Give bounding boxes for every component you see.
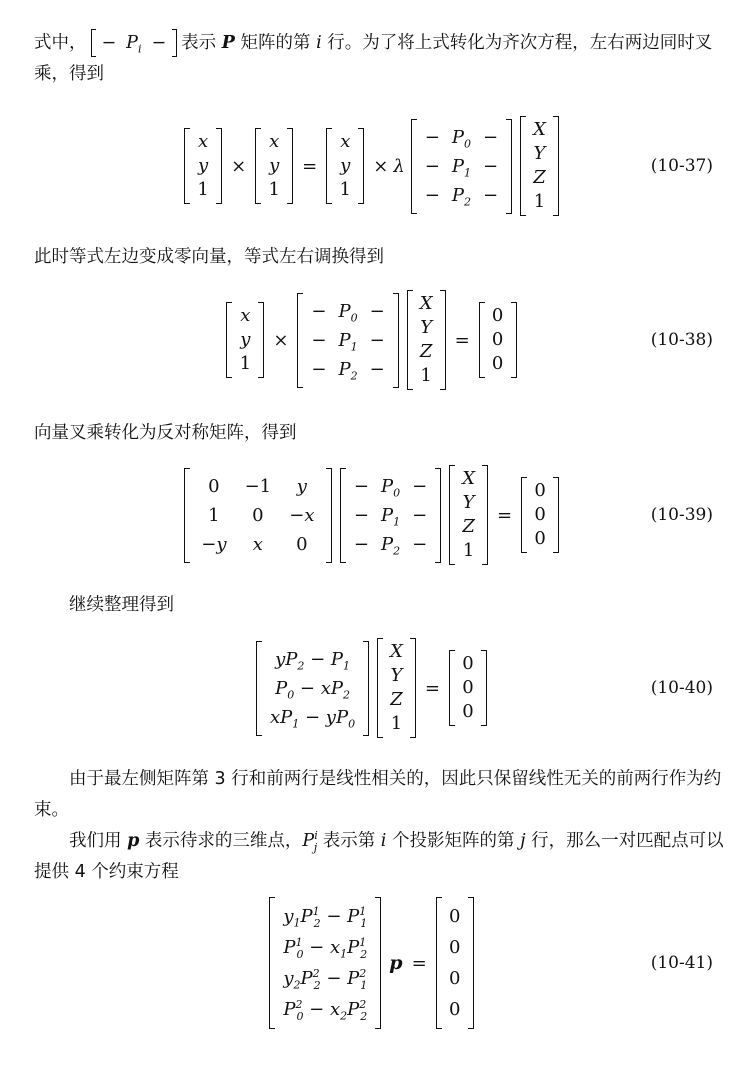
zero-vector: 0 0 0 <box>449 650 487 726</box>
equation-10-37: x y 1 × x y 1 = x y 1 × λ − $P_0$ − − $P_1$ − − $P_2$ − X Y Z 1 (10-37) <box>0 107 743 225</box>
paragraph-intro: 式中， − $P_i$ − 表示 P 矩阵的第 i 行。为了将上式转化为齐次方程，左右两边同时叉乘，得到 <box>34 28 724 90</box>
vector-XYZ1: X Y Z 1 <box>520 116 559 216</box>
zero-vector: 0 0 0 <box>521 477 559 553</box>
inline-row-vector: − $P_i$ − <box>91 29 178 57</box>
vector-xy1: x y 1 <box>226 302 264 378</box>
vector-xy1: x y 1 <box>255 128 293 204</box>
equation-number: (10-38) <box>650 330 713 350</box>
equation-10-40: $yP_2 - P_1$ $P_0 - xP_2$ $xP_1 - yP_0$ X Y Z 1 = 0 0 0 (10-40) <box>0 630 743 746</box>
skew-symmetric-matrix: 0 −1 y 1 0 −x −y x 0 <box>184 468 332 563</box>
projection-matrix-P: − $P_0$ − − $P_1$ − − $P_2$ − <box>340 468 441 563</box>
equation-10-38: x y 1 × − $P_0$ − − $P_1$ − − $P_2$ − X Y Z 1 = 0 0 0 (10-38) <box>0 282 743 398</box>
equation-10-39: 0 −1 y 1 0 −x −y x 0 − $P_0$ − − $P_1$ − − $P_2$ − X Y Z 1 = 0 0 0 (10-39) <box>0 456 743 574</box>
vector-xy1: x y 1 <box>184 128 222 204</box>
vector-xy1: x y 1 <box>326 128 364 204</box>
paragraph-2: 此时等式左边变成零向量，等式左右调换得到 <box>34 247 384 267</box>
equation-number: (10-37) <box>650 156 713 176</box>
projection-matrix-P: − $P_0$ − − $P_1$ − − $P_2$ − <box>411 119 512 214</box>
matrix-symbol-P: P <box>221 33 235 53</box>
constraint-matrix-4row: $y_1P^1_2 - P^1_1$ $P^1_0 - x_1P^1_2$ $y_2P^2_2 - P^2_1$ $P^2_0 - x_2P^2_2$ <box>269 897 381 1029</box>
paragraph-5: 由于最左侧矩阵第 3 行和前两行是线性相关的，因此只保留线性无关的前两行作为约束。 <box>34 769 722 820</box>
vector-XYZ1: X Y Z 1 <box>407 290 446 390</box>
equation-number: (10-41) <box>650 953 713 973</box>
paragraph-4: 继续整理得到 <box>69 595 174 615</box>
vector-XYZ1: X Y Z 1 <box>377 638 416 738</box>
zero-vector-4: 0 0 0 0 <box>436 897 474 1029</box>
constraint-matrix-3row: $yP_2 - P_1$ $P_0 - xP_2$ $xP_1 - yP_0$ <box>256 641 369 736</box>
point-symbol-p: p <box>127 831 140 851</box>
zero-vector: 0 0 0 <box>479 302 517 378</box>
equation-number: (10-40) <box>650 678 713 698</box>
equation-number: (10-39) <box>650 505 713 525</box>
projection-matrix-P: − $P_0$ − − $P_1$ − − $P_2$ − <box>297 293 398 388</box>
vector-XYZ1: X Y Z 1 <box>449 465 488 565</box>
paragraph-6: 我们用 p 表示待求的三维点，$P^i_j$ 表示第 i 个投影矩阵的第 j 行，那么一对匹配点可以提供 4 个约束方程 <box>34 829 724 882</box>
equation-10-41: $y_1P^1_2 - P^1_1$ $P^1_0 - x_1P^1_2$ $y_2P^2_2 - P^2_1$ $P^2_0 - x_2P^2_2$ p = 0 0 0 0 (10-41) <box>0 896 743 1030</box>
paragraph-3: 向量叉乘转化为反对称矩阵，得到 <box>34 423 297 443</box>
